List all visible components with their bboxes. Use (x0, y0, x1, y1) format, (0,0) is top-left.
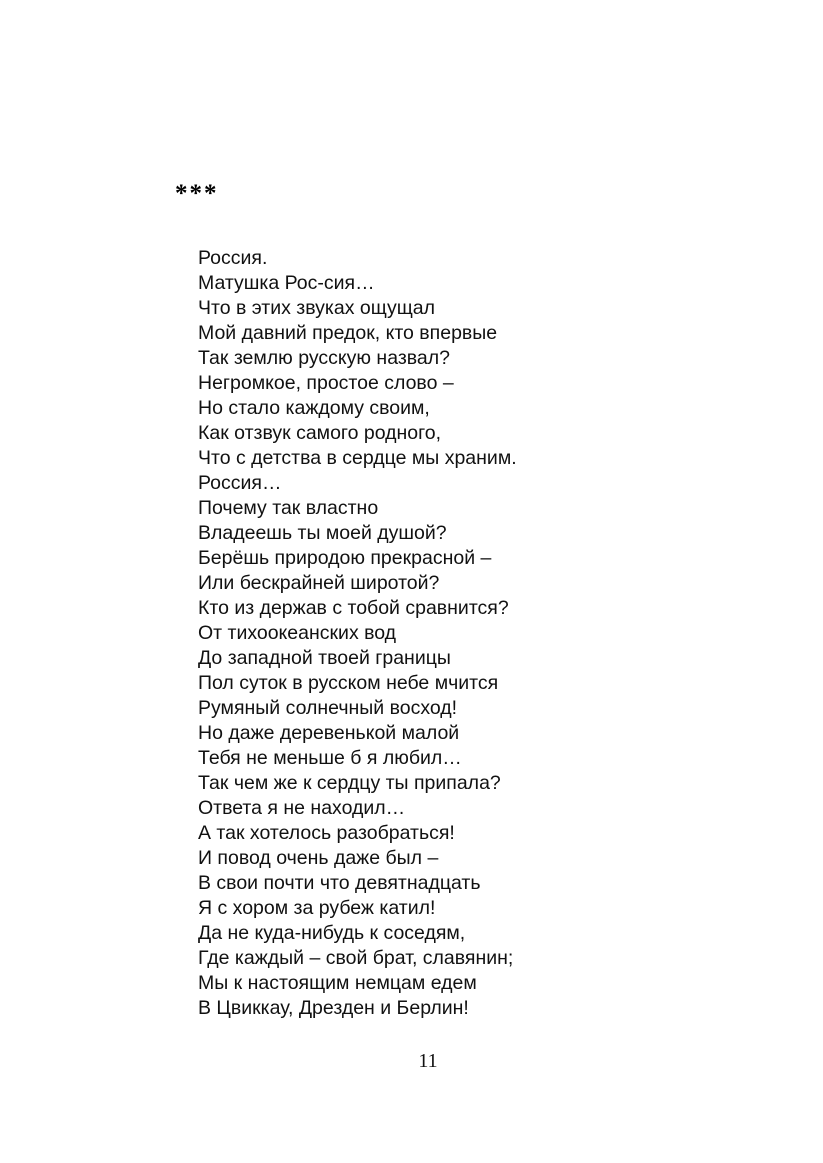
poem-line: Почему так властно (198, 497, 379, 519)
poem-line: Я с хором за рубеж катил! (198, 897, 436, 919)
poem-body (198, 246, 678, 1021)
poem-line: Кто из держав с тобой сравнится? (198, 597, 509, 619)
poem-line: Но даже деревенькой малой (198, 722, 460, 744)
poem-line: Берёшь природою прекрасной – (198, 547, 492, 569)
poem-line: Россия. (198, 247, 268, 269)
section-divider-asterisks: *** (175, 180, 219, 207)
poem-line: Мой давний предок, кто впервые (198, 322, 498, 344)
poem-line: От тихоокеанских вод (198, 622, 397, 644)
poem-line: Так землю русскую назвал? (198, 347, 450, 369)
poem-line: Да не куда-нибудь к соседям, (198, 922, 466, 944)
poem-line: Где каждый – свой брат, славянин; (198, 947, 514, 969)
poem-line: Так чем же к сердцу ты припала? (198, 772, 501, 794)
poem-line: Что в этих звуках ощущал (198, 297, 435, 319)
poem-line: Негромкое, простое слово – (198, 372, 454, 394)
page-number: 11 (418, 1050, 438, 1072)
poem-line: Тебя не меньше б я любил… (198, 747, 462, 769)
poem-line: Как отзвук самого родного, (198, 422, 442, 444)
poem-line: В свои почти что девятнадцать (198, 872, 481, 894)
poem-line: Что с детства в сердце мы храним. (198, 447, 517, 469)
poem-line: Россия… (198, 472, 282, 494)
poem-line: Ответа я не находил… (198, 797, 406, 819)
poem-line: Но стало каждому своим, (198, 397, 430, 419)
poem-line: Пол суток в русском небе мчится (198, 672, 499, 694)
poem-line: Владеешь ты моей душой? (198, 522, 447, 544)
poem-line: Матушка Рос-сия… (198, 272, 375, 294)
poem-line: А так хотелось разобраться! (198, 822, 455, 844)
poem-line: И повод очень даже был – (198, 847, 439, 869)
poem-line: Или бескрайней широтой? (198, 572, 440, 594)
poem-line: До западной твоей границы (198, 647, 451, 669)
poem-line: В Цвиккау, Дрезден и Берлин! (198, 997, 469, 1019)
poem-line: Мы к настоящим немцам едем (198, 972, 477, 994)
poem-line: Румяный солнечный восход! (198, 697, 458, 719)
